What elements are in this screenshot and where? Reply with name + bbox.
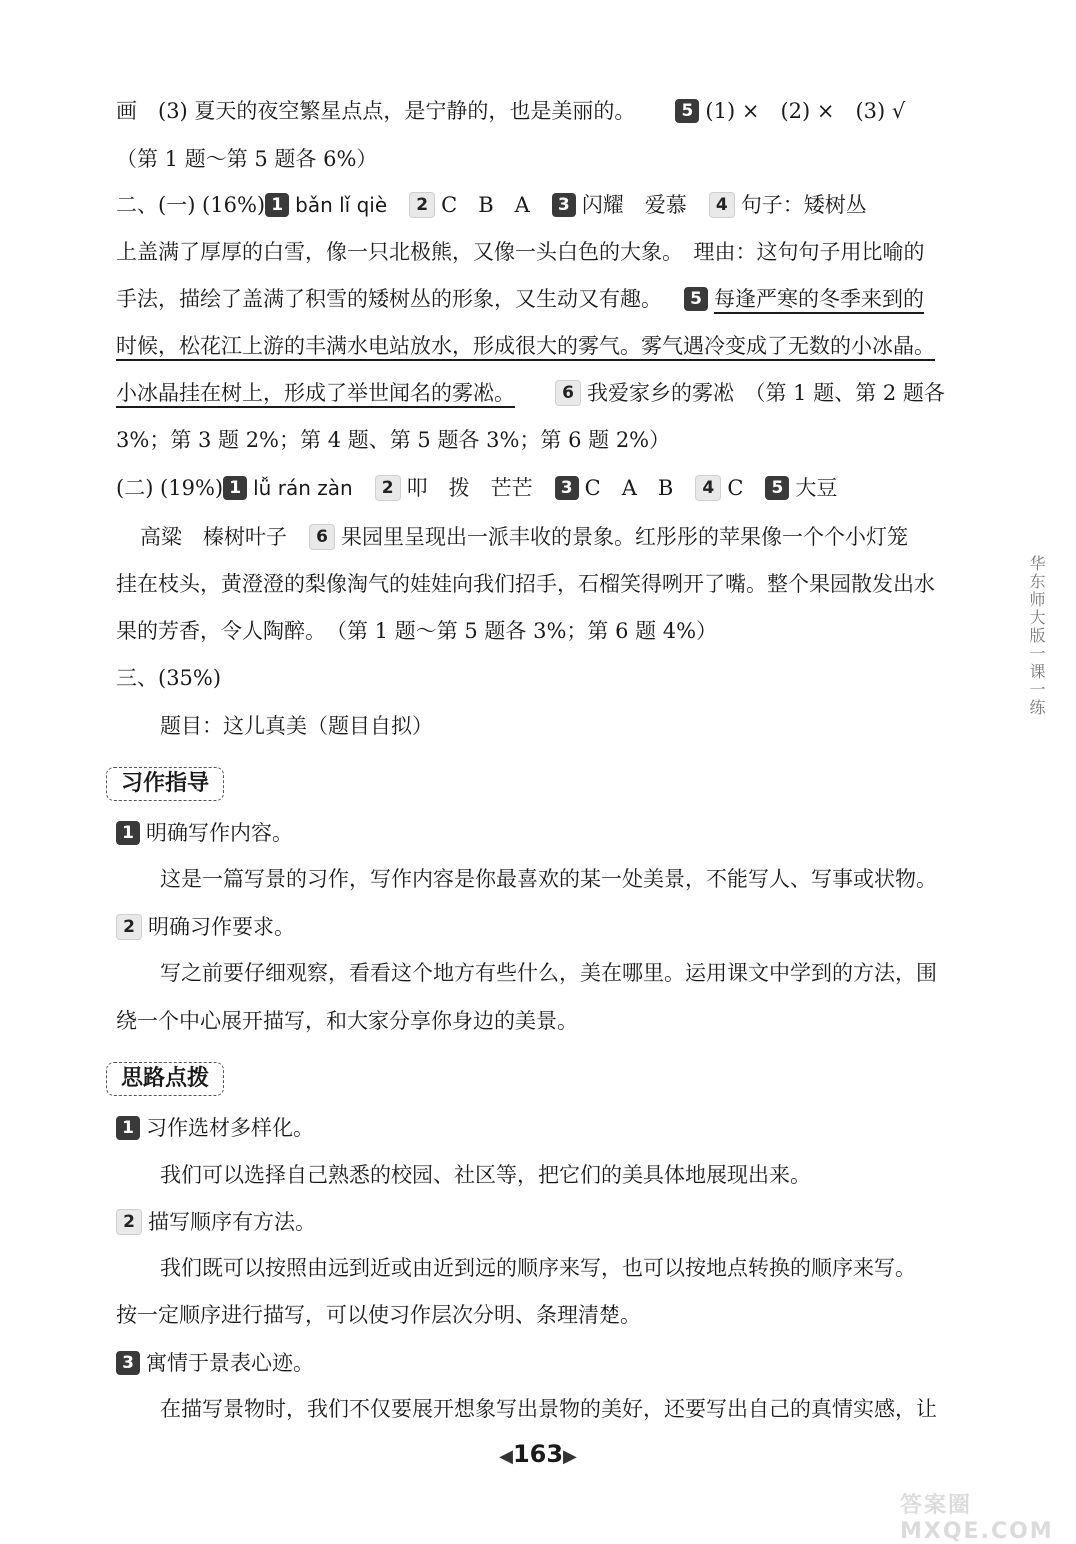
answer-text: 画 (3) 夏天的夜空繁星点点，是宁静的，也是美丽的。 — [116, 99, 636, 123]
list-item — [116, 1207, 316, 1237]
right-arrow-icon: ▶ — [563, 1446, 577, 1467]
answer-line — [116, 96, 905, 126]
paragraph: 我们既可以按照由远到近或由近到远的顺序来写，也可以按地点转换的顺序来写。 — [160, 1256, 916, 1280]
item-number-badge: 1 — [116, 1116, 140, 1140]
item-heading: 明确写作内容。 — [146, 821, 293, 845]
question-number-badge: 5 — [765, 476, 789, 500]
score-note: 3%；第 3 题 2%；第 4 题、第 5 题各 3%；第 6 题 2%） — [116, 428, 671, 452]
answer-line — [116, 473, 837, 503]
answer-text: C A B — [584, 476, 674, 500]
question-number-badge: 4 — [709, 192, 735, 218]
item-number-badge: 2 — [116, 914, 142, 940]
paragraph: 按一定顺序进行描写，可以使习作层次分明、条理清楚。 — [116, 1303, 641, 1327]
answer-text: 高粱 榛树叶子 — [140, 525, 287, 549]
section-heading: 三、(35%) — [116, 666, 222, 690]
item-heading: 习作选材多样化。 — [146, 1116, 314, 1140]
answer-line — [116, 378, 945, 408]
guide-section-title: 习作指导 — [106, 767, 224, 801]
answer-line — [116, 190, 867, 220]
page-number-text: 163 — [512, 1440, 564, 1468]
item-number-badge: 3 — [116, 1351, 140, 1375]
item-heading: 明确习作要求。 — [148, 915, 295, 939]
item-heading: 寓情于景表心迹。 — [146, 1351, 314, 1375]
question-number-badge: 1 — [265, 193, 289, 217]
paragraph: 绕一个中心展开描写，和大家分享你身边的美景。 — [116, 1009, 578, 1033]
underlined-answer: 时候，松花江上游的丰满水电站放水，形成很大的雾气。雾气遇冷变成了无数的小冰晶。 — [116, 334, 935, 361]
item-number-badge: 1 — [116, 821, 140, 845]
question-number-badge: 2 — [375, 475, 401, 501]
item-heading: 描写顺序有方法。 — [148, 1210, 316, 1234]
question-number-badge: 4 — [695, 475, 721, 501]
list-item — [116, 912, 295, 942]
paragraph: 在描写景物时，我们不仅要展开想象写出景物的美好，还要写出自己的真情实感，让 — [160, 1397, 937, 1421]
page-number — [0, 1440, 1076, 1468]
question-number-badge: 6 — [555, 380, 581, 406]
answer-text: 句子：矮树丛 — [740, 193, 867, 217]
pinyin-answer: lǚ rán zàn — [253, 476, 353, 500]
list-item — [116, 818, 293, 848]
answer-line — [140, 522, 908, 552]
question-number-badge: 1 — [223, 476, 247, 500]
section-heading: (二) (19%) — [116, 476, 224, 500]
section-heading: 二、(一) (16%) — [116, 193, 266, 217]
answer-text: 手法，描绘了盖满了积雪的矮树丛的形象，又生动又有趣。 — [116, 287, 662, 311]
underlined-answer: 每逢严寒的冬季来到的 — [714, 287, 924, 314]
side-book-title: 华东师大版一课一练 — [1027, 555, 1046, 717]
answer-text: C B A — [441, 193, 530, 217]
answer-line: 上盖满了厚厚的白雪，像一只北极熊，又像一头白色的大象。 理由：这句句子用比喻的 — [116, 240, 925, 264]
answer-text: 大豆 — [795, 476, 838, 500]
question-number-badge: 3 — [555, 476, 579, 500]
answer-text: 闪耀 爱慕 — [581, 193, 687, 217]
question-number-badge: 5 — [684, 287, 708, 311]
pinyin-answer: bǎn lǐ qiè — [295, 193, 388, 217]
list-item — [116, 1113, 314, 1143]
score-note: （第 1 题～第 5 题各 6%） — [116, 147, 378, 171]
question-number-badge: 5 — [675, 99, 699, 123]
list-item — [116, 1348, 314, 1378]
answer-text: 果园里呈现出一派丰收的景象。红彤彤的苹果像一个个小灯笼 — [341, 525, 908, 549]
answer-line: 果的芳香，令人陶醉。 （第 1 题～第 5 题各 3%；第 6 题 4%） — [116, 619, 718, 643]
answer-text: 我爱家乡的雾凇 （第 1 题、第 2 题各 — [587, 381, 945, 405]
watermark-logo: 答案圈 MXQE.COM — [900, 1493, 1054, 1544]
answer-text: C — [727, 476, 744, 500]
question-number-badge: 6 — [309, 524, 335, 550]
question-number-badge: 2 — [409, 192, 435, 218]
answer-line: 挂在枝头，黄澄澄的梨像淘气的娃娃向我们招手，石榴笑得咧开了嘴。整个果园散发出水 — [116, 572, 935, 596]
question-number-badge: 3 — [552, 193, 576, 217]
underlined-answer: 小冰晶挂在树上，形成了举世闻名的雾凇。 — [116, 381, 515, 408]
answer-text: 叩 拨 芒芒 — [406, 476, 533, 500]
answer-line — [116, 284, 924, 314]
answer-text: (1) × (2) × (3) √ — [705, 99, 906, 123]
ideas-section-title: 思路点拨 — [106, 1062, 224, 1096]
item-number-badge: 2 — [116, 1209, 142, 1235]
paragraph: 我们可以选择自己熟悉的校园、社区等，把它们的美具体地展现出来。 — [160, 1163, 811, 1187]
paragraph: 这是一篇写景的习作，写作内容是你最喜欢的某一处美景，不能写人、写事或状物。 — [160, 867, 937, 891]
paragraph: 写之前要仔细观察，看看这个地方有些什么，美在哪里。运用课文中学到的方法，围 — [160, 961, 937, 985]
left-arrow-icon: ◀ — [499, 1446, 513, 1467]
answer-line — [116, 331, 935, 361]
essay-title: 题目：这儿真美（题目自拟） — [160, 714, 433, 738]
